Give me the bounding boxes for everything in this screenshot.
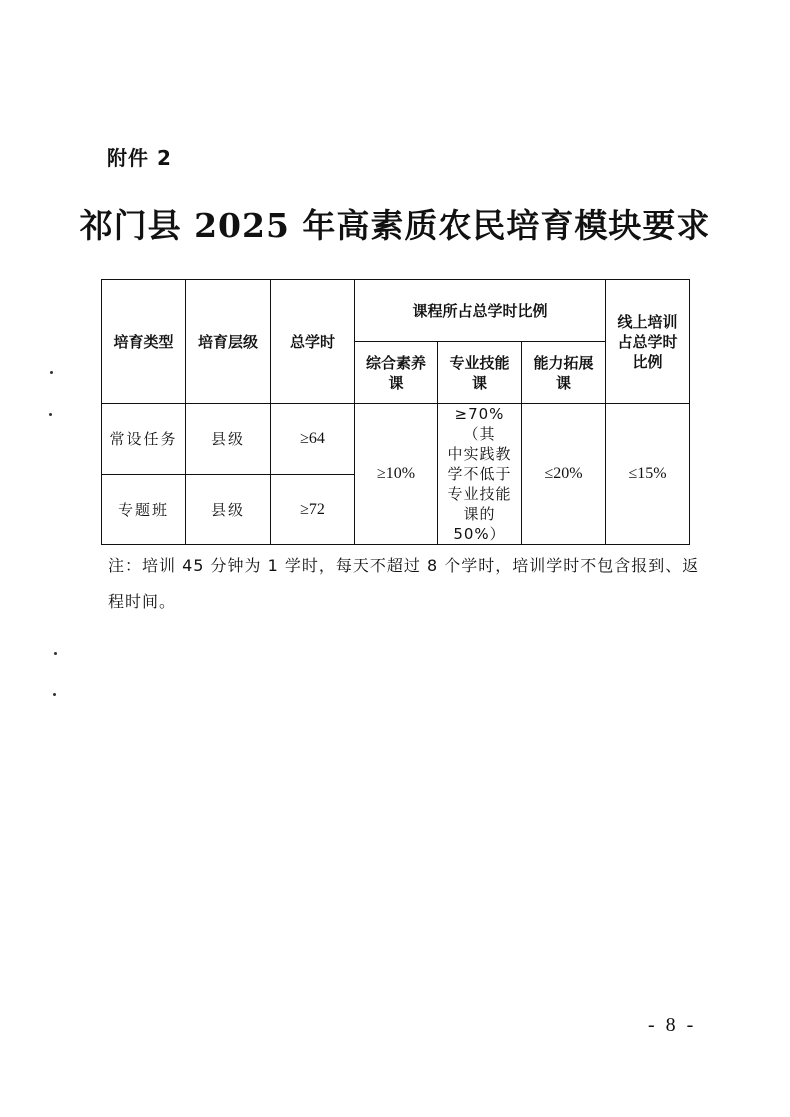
table-note: 注：培训 45 分钟为 1 学时，每天不超过 8 个学时，培训学时不包含报到、返程时间。 xyxy=(108,556,700,611)
attachment-label: 附件 2 xyxy=(107,146,172,170)
scan-speck xyxy=(49,413,52,416)
header-total-hours: 总学时 xyxy=(271,280,355,404)
header-general-course: 综合素养 课 xyxy=(355,342,438,404)
cell-extension-ratio: ≤20% xyxy=(522,404,606,545)
scan-speck xyxy=(50,371,53,374)
cell-level: 县级 xyxy=(186,475,271,545)
cell-level: 县级 xyxy=(186,404,271,475)
scan-speck xyxy=(53,693,56,696)
cell-type: 常设任务 xyxy=(102,404,186,475)
table-row xyxy=(102,404,690,475)
cell-online-ratio: ≤15% xyxy=(606,404,690,545)
scan-speck xyxy=(54,652,57,655)
header-professional-course: 专业技能 课 xyxy=(438,342,522,404)
page-number: - 8 - xyxy=(648,1014,697,1036)
requirements-table xyxy=(101,279,690,545)
header-online-ratio: 线上培训 占总学时 比例 xyxy=(606,280,690,404)
cell-total-hours: ≥64 xyxy=(271,404,355,475)
header-extension-course: 能力拓展 课 xyxy=(522,342,606,404)
header-training-type: 培育类型 xyxy=(102,280,186,404)
document-title: 祁门县 2025 年高素质农民培育模块要求 xyxy=(79,206,711,245)
cell-total-hours: ≥72 xyxy=(271,475,355,545)
header-training-level: 培育层级 xyxy=(186,280,271,404)
header-course-ratio-group: 课程所占总学时比例 xyxy=(355,280,606,342)
cell-professional-ratio: ≥70%（其 中实践教 学不低于 专业技能 课的 50%） xyxy=(438,404,522,545)
cell-type: 专题班 xyxy=(102,475,186,545)
cell-general-ratio: ≥10% xyxy=(355,404,438,545)
